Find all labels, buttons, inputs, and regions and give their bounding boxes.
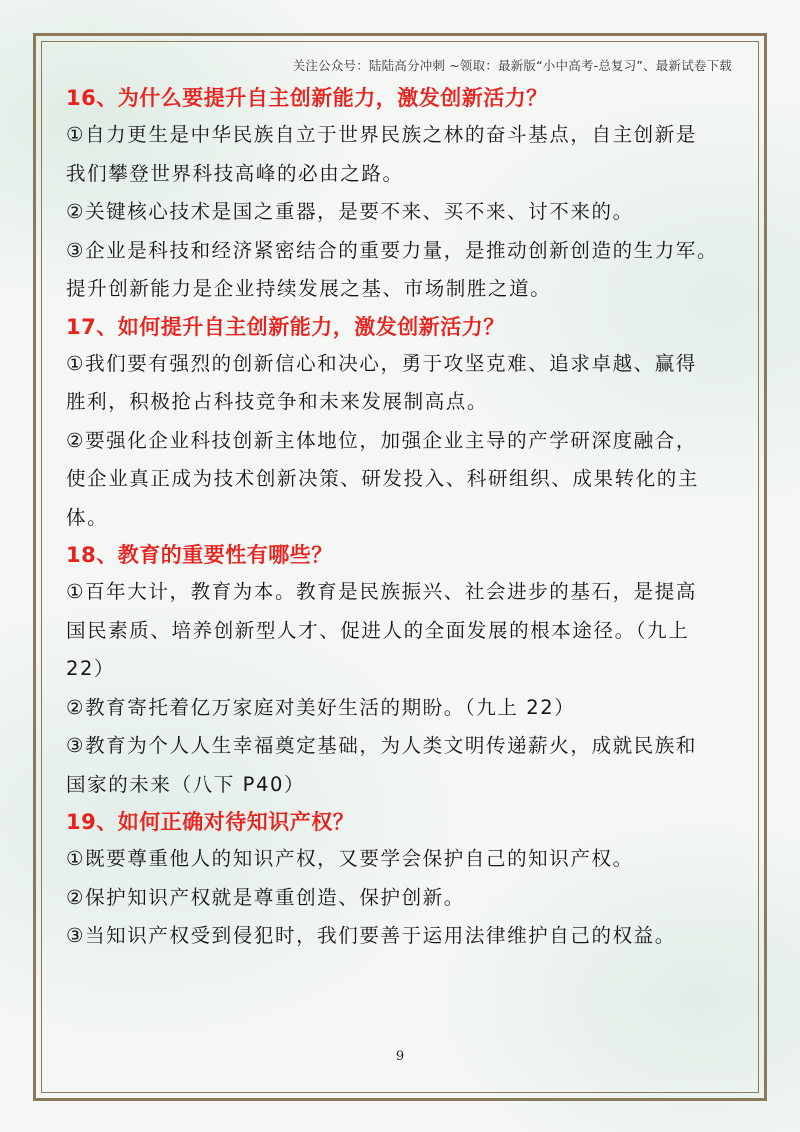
question-title: 17、如何提升自主创新能力，激发创新活力？ — [66, 314, 505, 339]
section-17 — [66, 309, 736, 538]
answer-line: ①我们要有强烈的创新信心和决心，勇于攻坚克难、追求卓越、赢得 — [66, 351, 697, 375]
answer-line: 提升创新能力是企业持续发展之基、市场制胜之道。 — [66, 277, 552, 300]
section-19 — [66, 804, 736, 956]
answer-line: ①自力更生是中华民族自立于世界民族之林的奋斗基点，自主创新是 — [66, 123, 697, 146]
answer-line: 22） — [66, 657, 116, 680]
header-note: 关注公众号：陆陆高分冲刺 ~领取：最新版“小中高考-总复习”、最新试卷下载 — [292, 58, 732, 73]
answer-line: 国民素质、培养创新型人才、促进人的全面发展的根本途径。（九上 — [66, 618, 690, 642]
answer-line: ③教育为个人人生幸福奠定基础，为人类文明传递薪火，成就民族和 — [66, 734, 697, 757]
question-title: 19、如何正确对待知识产权？ — [66, 810, 355, 834]
section-16 — [66, 80, 736, 309]
answer-line: 国家的未来（八下 P40） — [66, 772, 306, 796]
answer-line: 使企业真正成为技术创新决策、研发投入、科研组织、成果转化的主 — [66, 467, 700, 490]
answer-line: ③企业是科技和经济紧密结合的重要力量，是推动创新创造的生力军。 — [66, 238, 719, 262]
answer-line: ②要强化企业科技创新主体地位，加强企业主导的产学研深度融合， — [66, 428, 697, 452]
answer-line: 我们攀登世界科技高峰的必由之路。 — [66, 161, 404, 185]
answer-line: ②教育寄托着亿万家庭对美好生活的期盼。（九上 22） — [66, 695, 576, 719]
section-18 — [66, 537, 736, 804]
page-number: 9 — [395, 1049, 405, 1064]
answer-line: ②保护知识产权就是尊重创造、保护创新。 — [66, 885, 465, 909]
answer-line: 体。 — [66, 505, 109, 529]
question-title: 18、教育的重要性有哪些？ — [66, 543, 333, 567]
answer-line: ②关键核心技术是国之重器，是要不来、买不来、讨不来的。 — [66, 200, 634, 223]
question-title: 16、为什么要提升自主创新能力，激发创新活力？ — [66, 86, 548, 110]
document-body — [66, 80, 736, 956]
answer-line: 胜利，积极抢占科技竞争和未来发展制高点。 — [66, 390, 489, 413]
answer-line: ①既要尊重他人的知识产权，又要学会保护自己的知识产权。 — [66, 847, 634, 870]
answer-line: ①百年大计，教育为本。教育是民族振兴、社会进步的基石，是提高 — [66, 580, 697, 603]
answer-line: ③当知识产权受到侵犯时，我们要善于运用法律维护自己的权益。 — [66, 924, 676, 947]
